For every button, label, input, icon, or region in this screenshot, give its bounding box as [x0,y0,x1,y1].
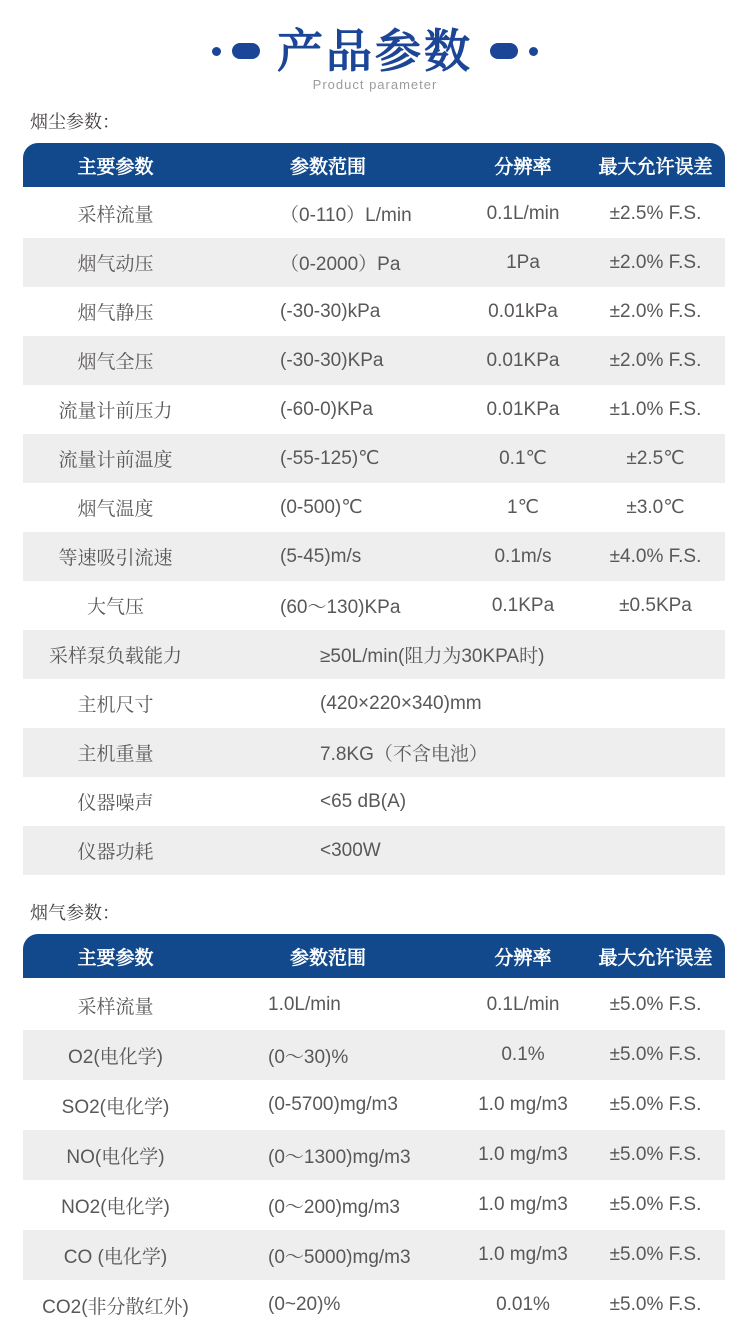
param-name: NO(电化学) [23,1130,208,1180]
param-resolution: 0.1m/s [448,532,598,581]
left-pill-icon [232,43,260,59]
param-name: 主机尺寸 [23,679,208,728]
param-error: ±2.0% F.S. [598,336,725,385]
param-name: 仪器功耗 [23,826,208,875]
param-name: 采样泵负载能力 [23,630,208,679]
table-row [23,336,725,385]
param-range: (420×220×340)mm [208,679,725,728]
param-resolution: 0.1% [448,1030,598,1080]
param-name: CO (电化学) [23,1230,208,1280]
table-row [23,1280,725,1330]
param-range: 1.0L/min [208,980,448,1030]
page-subtitle: Product parameter [312,77,438,92]
param-range: (5-45)m/s [208,532,448,581]
right-pill-icon [490,43,518,59]
title-banner [0,0,750,92]
param-range: (-30-30)KPa [208,336,448,385]
param-range: (0～30)% [208,1030,448,1080]
table-row [23,483,725,532]
right-dot-icon [529,47,538,56]
param-name: 仪器噪声 [23,777,208,826]
title-row [0,26,750,76]
table-row [23,434,725,483]
table-row [23,1030,725,1080]
param-resolution: 0.1KPa [448,581,598,630]
param-range: (0-5700)mg/m3 [208,1080,448,1130]
table-header [23,934,725,980]
param-error: ±2.5% F.S. [598,189,725,238]
param-range: (-60-0)KPa [208,385,448,434]
param-resolution: 0.01kPa [448,287,598,336]
param-range: (0～5000)mg/m3 [208,1230,448,1280]
param-range: (-30-30)kPa [208,287,448,336]
table-row [23,980,725,1030]
param-error: ±5.0% F.S. [598,1230,725,1280]
table-row [23,1180,725,1230]
flue-gas-parameter-table [23,934,725,1330]
param-range: (-55-125)℃ [208,434,448,483]
param-name: 烟气动压 [23,238,208,287]
param-range: (60～130)KPa [208,581,448,630]
param-name: 烟气温度 [23,483,208,532]
header-row [23,143,725,189]
param-resolution: 1.0 mg/m3 [448,1130,598,1180]
param-name: 等速吸引流速 [23,532,208,581]
table-header [23,143,725,189]
table-row [23,532,725,581]
table-row [23,581,725,630]
table-row [23,238,725,287]
header-main-param: 主要参数 [23,934,208,980]
header-resolution: 分辨率 [448,143,598,189]
table-row [23,287,725,336]
param-resolution: 1.0 mg/m3 [448,1180,598,1230]
param-error: ±2.5℃ [598,434,725,483]
param-range: （0-2000）Pa [208,238,448,287]
header-max-error: 最大允许误差 [598,934,725,980]
param-name: 采样流量 [23,980,208,1030]
dust-parameter-table [23,143,725,875]
header-max-error: 最大允许误差 [598,143,725,189]
param-resolution: 1.0 mg/m3 [448,1080,598,1130]
header-main-param: 主要参数 [23,143,208,189]
param-error: ±2.0% F.S. [598,287,725,336]
param-name: 流量计前温度 [23,434,208,483]
table-row [23,189,725,238]
param-resolution: 1.0 mg/m3 [448,1230,598,1280]
param-range: (0~20)% [208,1280,448,1330]
param-name: 采样流量 [23,189,208,238]
table-row [23,777,725,826]
param-resolution: 0.1L/min [448,980,598,1030]
section-label-flue-gas: 烟气参数： [30,903,120,923]
left-dot-icon [212,47,221,56]
table-row [23,1230,725,1280]
param-name: 流量计前压力 [23,385,208,434]
param-error: ±5.0% F.S. [598,1030,725,1080]
param-error: ±5.0% F.S. [598,1280,725,1330]
section-label-dust: 烟尘参数： [30,112,120,132]
param-name: 大气压 [23,581,208,630]
param-name: NO2(电化学) [23,1180,208,1230]
param-resolution: 0.01KPa [448,385,598,434]
table-row [23,630,725,679]
param-range: (0～200)mg/m3 [208,1180,448,1230]
param-resolution: 0.01KPa [448,336,598,385]
param-error: ±0.5KPa [598,581,725,630]
param-name: 烟气全压 [23,336,208,385]
table-row [23,1130,725,1180]
param-error: ±5.0% F.S. [598,1080,725,1130]
param-range: <65 dB(A) [208,777,725,826]
param-range: (0-500)℃ [208,483,448,532]
param-range: ≥50L/min(阻力为30KPA时) [208,630,725,679]
param-range: (0～1300)mg/m3 [208,1130,448,1180]
table-row [23,728,725,777]
param-name: 烟气静压 [23,287,208,336]
param-resolution: 0.1℃ [448,434,598,483]
header-param-range: 参数范围 [208,934,448,980]
param-name: 主机重量 [23,728,208,777]
param-name: SO2(电化学) [23,1080,208,1130]
param-range: （0-110）L/min [208,189,448,238]
param-name: O2(电化学) [23,1030,208,1080]
param-resolution: 0.01% [448,1280,598,1330]
param-resolution: 1Pa [448,238,598,287]
param-resolution: 0.1L/min [448,189,598,238]
header-row [23,934,725,980]
param-error: ±1.0% F.S. [598,385,725,434]
header-resolution: 分辨率 [448,934,598,980]
param-error: ±5.0% F.S. [598,1180,725,1230]
param-error: ±5.0% F.S. [598,1130,725,1180]
param-error: ±5.0% F.S. [598,980,725,1030]
table-row [23,679,725,728]
param-error: ±3.0℃ [598,483,725,532]
param-range: 7.8KG（不含电池） [208,728,725,777]
table-row [23,385,725,434]
param-error: ±4.0% F.S. [598,532,725,581]
header-param-range: 参数范围 [208,143,448,189]
page-title: 产品参数 [277,25,473,77]
param-range: <300W [208,826,725,875]
table-row [23,1080,725,1130]
table-row [23,826,725,875]
param-error: ±2.0% F.S. [598,238,725,287]
param-resolution: 1℃ [448,483,598,532]
param-name: CO2(非分散红外) [23,1280,208,1330]
